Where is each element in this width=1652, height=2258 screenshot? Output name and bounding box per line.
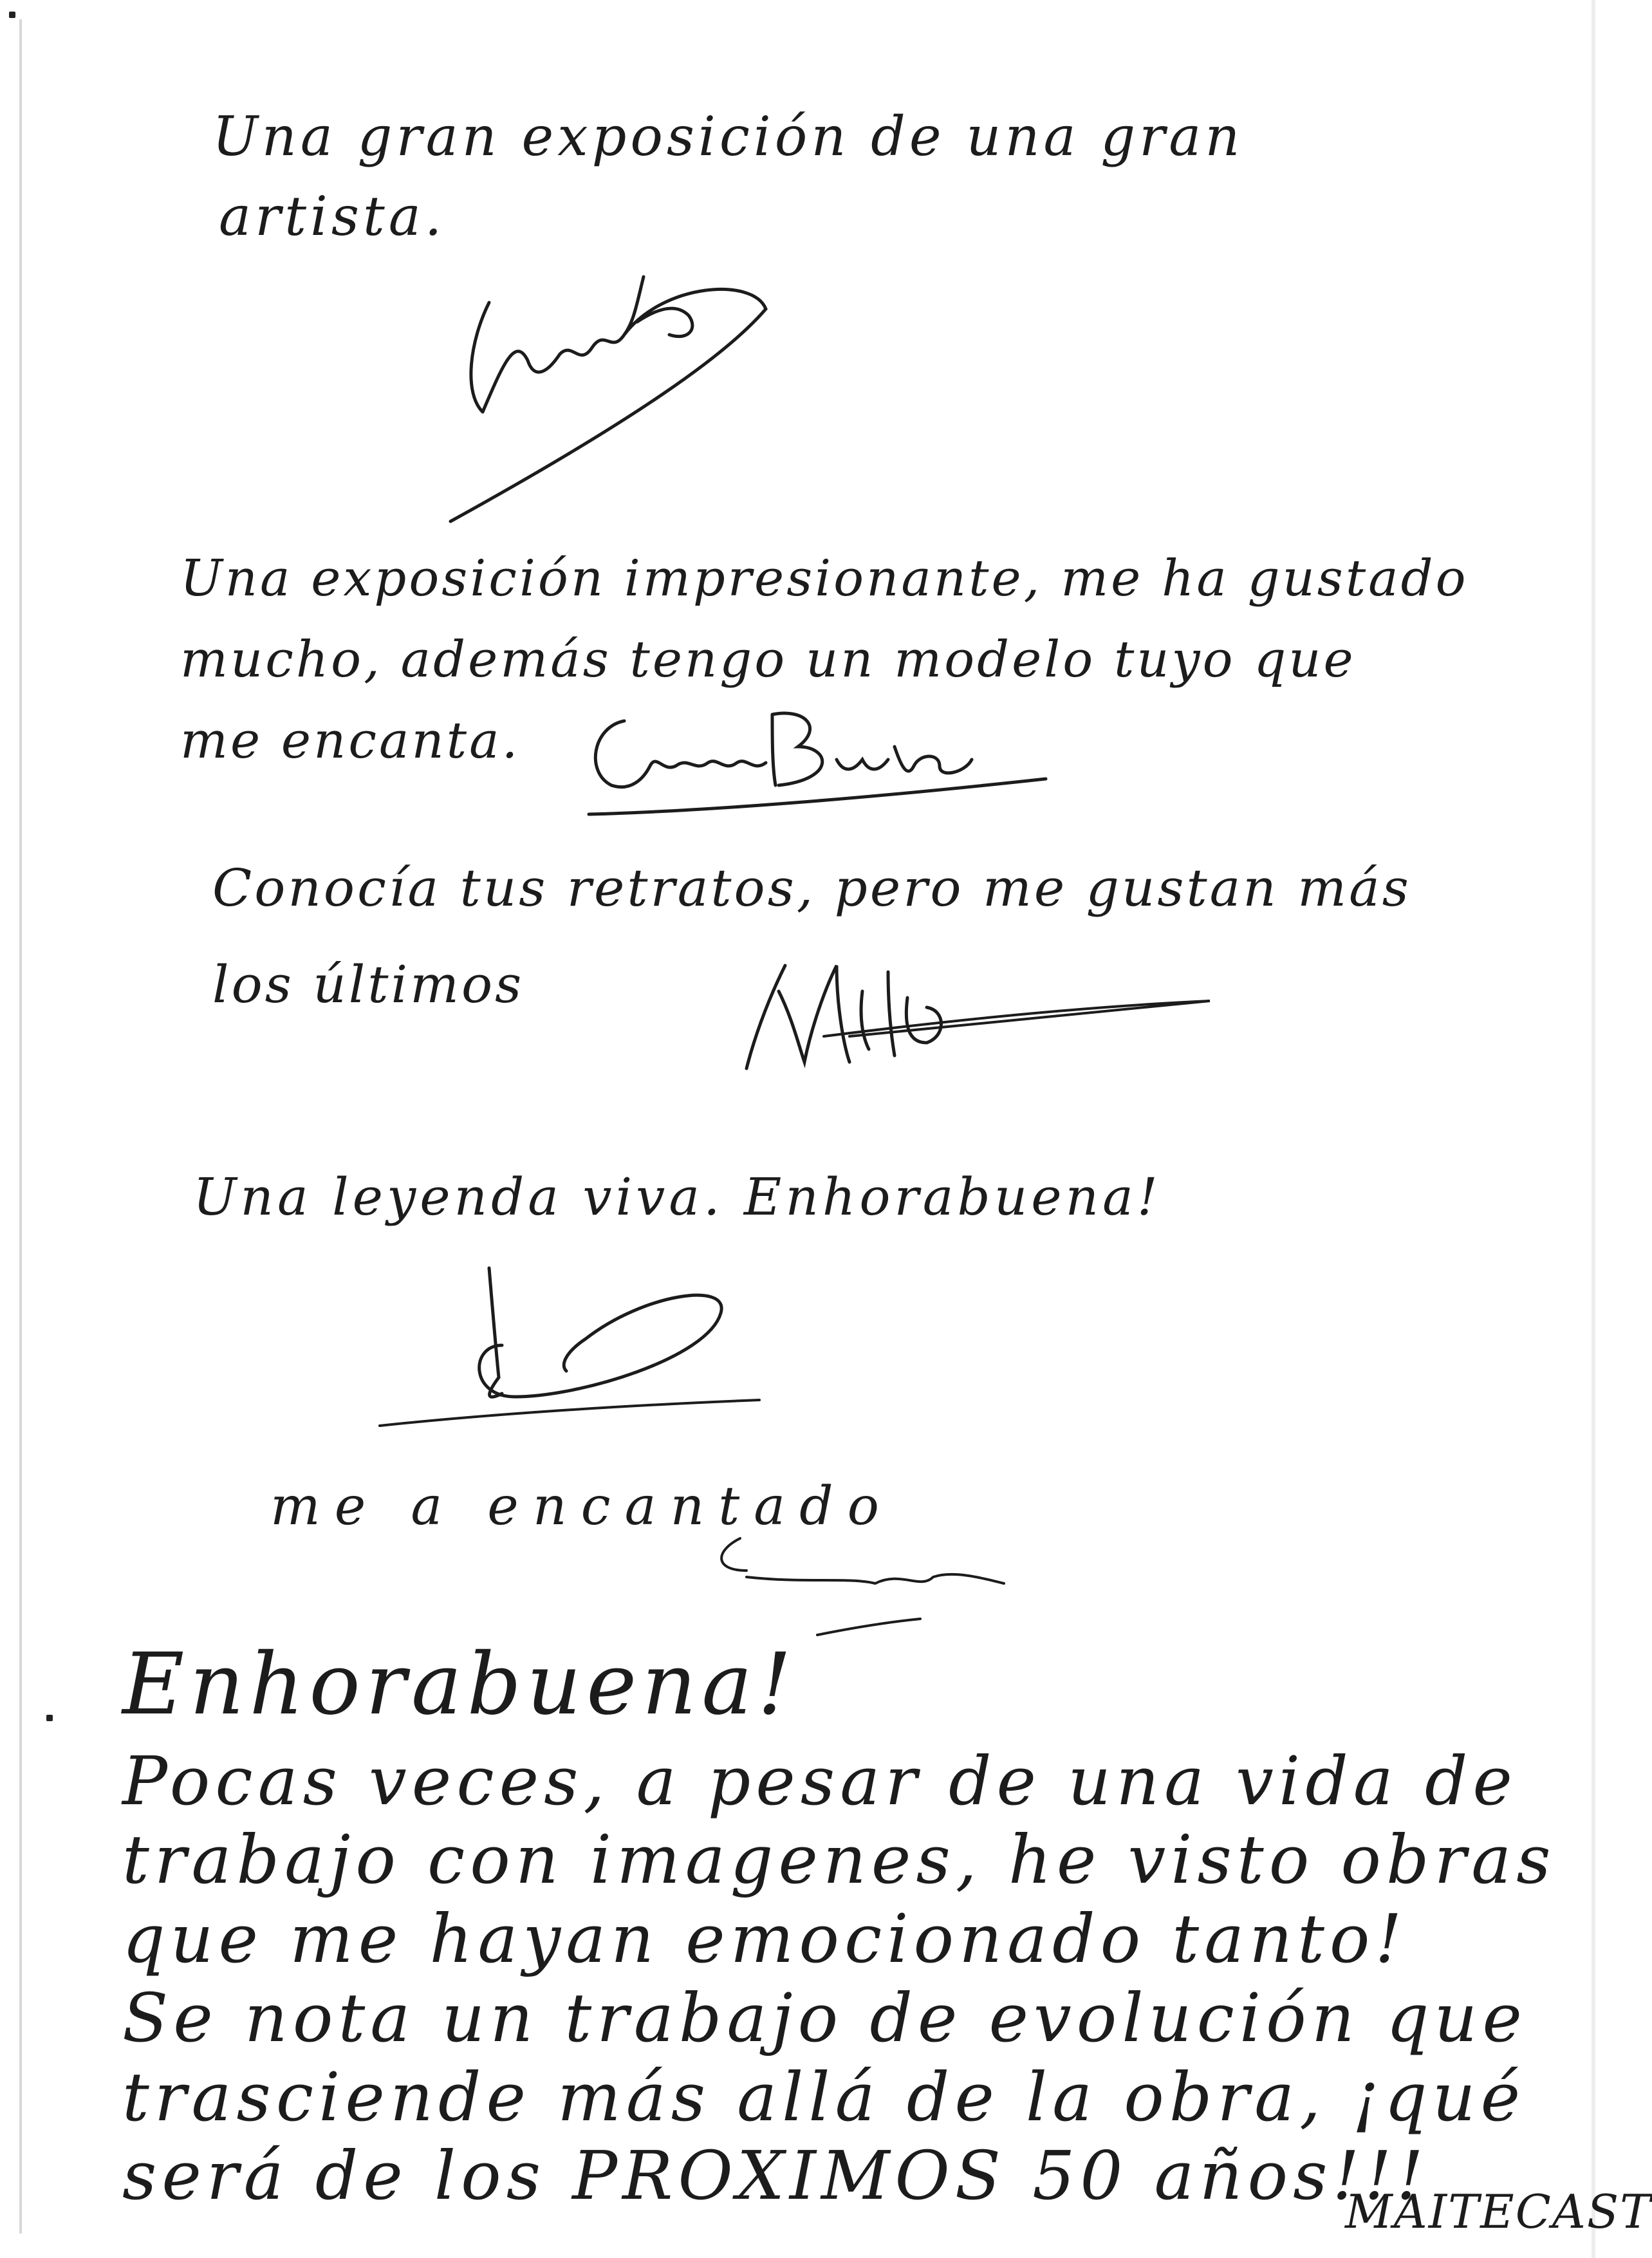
entry-text-line: Una exposición impresionante, me ha gustado <box>180 550 1469 608</box>
guestbook-entry-4 <box>193 1167 1162 1227</box>
entry-text-line: que me hayan emocionado tanto! <box>122 1899 1407 1979</box>
entry-text-line: me encanta. <box>180 712 521 770</box>
entry-text-line: Conocía tus retratos, pero me gustan más <box>212 858 1411 918</box>
entry-text-line: Una leyenda viva. Enhorabuena! <box>193 1167 1162 1227</box>
entry-text-line: artista. <box>219 185 446 248</box>
signature-vicente <box>444 264 779 537</box>
entry-title: Enhorabuena! <box>122 1635 797 1734</box>
entry-text-line: mucho, además tengo un modelo tuyo que <box>180 631 1356 689</box>
signature-carmen-barbosa <box>579 702 1055 826</box>
guestbook-entry-1 <box>212 105 1244 248</box>
page-right-edge <box>1592 0 1595 2258</box>
guestbook-entry-5 <box>270 1476 893 1537</box>
scan-mark <box>9 12 15 18</box>
entry-text-line: será de los PROXIMOS 50 años!!! <box>122 2136 1429 2216</box>
entry-text-line: Una gran exposición de una gran <box>212 105 1244 168</box>
guestbook-entry-6 <box>122 1635 1556 2216</box>
page-binding-edge <box>19 19 22 2234</box>
entry-text-line: me a encantado <box>270 1476 893 1537</box>
signature-milito <box>734 953 1223 1084</box>
entry-text-line: Pocas veces, a pesar de una vida de <box>122 1741 1517 1820</box>
entry-text-line: trasciende más allá de la obra, ¡qué <box>122 2057 1526 2136</box>
entry-text-line: trabajo con imagenes, he visto obras <box>122 1820 1556 1899</box>
entry-text-line: los últimos <box>212 955 524 1014</box>
signature-maitecast: MAITECAST <box>1345 2185 1652 2239</box>
entry-text-line: Se nota un trabajo de evolución que <box>122 1978 1527 2057</box>
scan-mark <box>46 1715 53 1721</box>
signature-flourish <box>373 1255 785 1438</box>
